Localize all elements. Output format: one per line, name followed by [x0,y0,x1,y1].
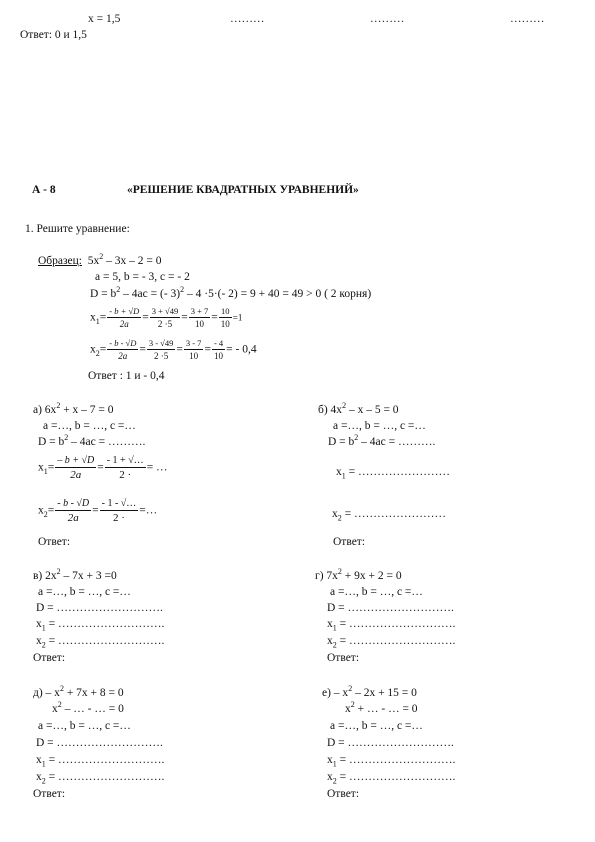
problem-e-x1: $x_1$ = ………………………. [327,754,456,769]
problem-g-x2: $x_2$ = ………………………. [327,635,456,650]
prev-x-value: x = 1,5 [88,13,121,25]
problem-g-coefficients: а =…, b = …, с =… [330,586,423,598]
problem-b-x2: $x_2$ = …………………… [332,508,446,523]
problem-e-reduced: $х^2$ + … - … = 0 [345,700,418,715]
sample-label: Образец: [38,255,83,267]
problem-d-answer: Ответ: [33,788,66,800]
sample-equation: Образец: $5х^2 - 3х - 2 = 0$ [38,252,162,267]
problem-e-discriminant: D = ………………………. [327,737,454,749]
problem-d-equation: $д) - х^2 + 7х + 8 = 0$ [33,684,124,699]
problem-d-reduced: $х^2$ – … - … = 0 [52,700,124,715]
problem-v-equation: в) $2х^2 - 7х + 3 =0$ [33,567,117,582]
prev-dots-2: ……… [370,13,405,25]
sample-x1: $x_1=$ $\frac{- b + √D}{2a}$ = $\frac{3 + √49}{2 \cdot 5}$ = $\frac{3 + 7}{10}$ = $\frac{10}{10}$ =1 [90,306,243,329]
card-title: «РЕШЕНИЕ КВАДРАТНЫХ УРАВНЕНИЙ» [127,184,359,196]
sample-answer: Ответ : 1 и - 0,4 [88,370,165,382]
sample-discriminant: $D = b^2 - 4ac$ = (- 3)$^2$ – 4 ·5·(- 2) = 9 + 40 = 49 > 0 ( 2 корня) [90,285,372,300]
problem-g-x1: $x_1$ = ………………………. [327,618,456,633]
problem-e-coefficients: а =…, b = …, с =… [330,720,423,732]
sample-coefficients: а = 5, b = - 3, с = - 2 [95,271,190,283]
prev-dots-1: ……… [230,13,265,25]
problem-b-equation: б) $4х^2 - х - 5 = 0$ [318,401,399,416]
problem-a-coefficients: а =…, b = …, с =… [43,420,136,432]
problem-e-equation: $е) - х^2 - 2х + 15 = 0$ [322,684,417,699]
problem-v-coefficients: а =…, b = …, с =… [38,586,131,598]
card-code: А - 8 [32,184,56,196]
task-heading: 1. Решите уравнение: [25,223,130,235]
problem-d-discriminant: D = ………………………. [36,737,163,749]
problem-g-equation: г) $7х^2 + 9х + 2 = 0$ [315,567,402,582]
problem-e-x2: $x_2$ = ………………………. [327,771,456,786]
problem-d-x2: $x_2$ = ………………………. [36,771,165,786]
problem-a-equation: а) $6х^2 + х - 7 = 0$ [33,401,114,416]
problem-d-x1: $x_1$ = ………………………. [36,754,165,769]
sample-x2: $x_2=$ $\frac{- b - √D}{2a}$ = $\frac{3 - √49}{2 \cdot 5}$ = $\frac{3 - 7}{10}$ = $\frac{- 4}{10}$ = - 0,4 [90,338,257,361]
problem-a-x2: $x_2=$ $\frac{- b - √D}{2a}$ = $\frac{- 1 - √\dots}{2 \cdot}$ =… [38,498,158,524]
problem-v-x1: $x_1$ = ………………………. [36,618,165,633]
problem-a-x1: $x_1=$ $\frac{- b + √D}{2a}$ = $\frac{- 1 + √\dots}{2 \cdot}$ = … [38,455,168,481]
prev-answer: Ответ: 0 и 1,5 [20,29,87,41]
problem-v-answer: Ответ: [33,652,66,664]
problem-g-discriminant: D = ………………………. [327,602,454,614]
problem-b-discriminant: $D = b^2 - 4ac$ = ………. [328,433,436,448]
problem-e-answer: Ответ: [327,788,360,800]
problem-d-coefficients: а =…, b = …, с =… [38,720,131,732]
problem-b-answer: Ответ: [333,536,366,548]
problem-b-coefficients: а =…, b = …, с =… [333,420,426,432]
problem-b-x1: $x_1$ = …………………… [336,466,450,481]
problem-v-x2: $x_2$ = ………………………. [36,635,165,650]
problem-v-discriminant: D = ………………………. [36,602,163,614]
problem-g-answer: Ответ: [327,652,360,664]
problem-a-discriminant: $D = b^2 - 4ac$ = ………. [38,433,146,448]
problem-a-answer: Ответ: [38,536,71,548]
prev-dots-3: ……… [510,13,545,25]
